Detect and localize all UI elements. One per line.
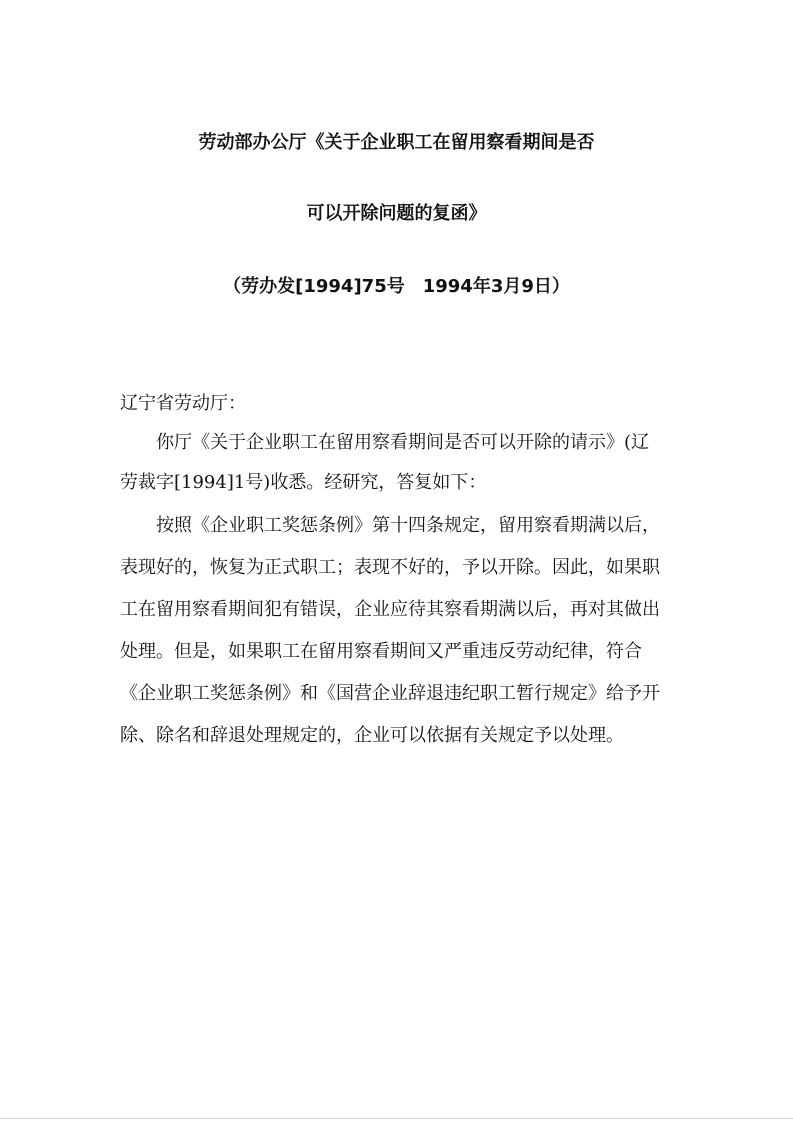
paragraph-line: 按照《企业职工奖惩条例》第十四条规定，留用察看期满以后， <box>120 515 660 536</box>
paragraph-line: 《企业职工奖惩条例》和《国营企业辞退违纪职工暂行规定》给予开 <box>120 683 660 704</box>
paragraph-line: 劳裁字[1994]1号)收悉。经研究，答复如下： <box>120 472 487 493</box>
title-line-2: 可以开除问题的复函》 <box>306 203 487 224</box>
document-number-date: （劳办发[1994]75号 1994年3月9日） <box>223 276 570 297</box>
title-line-1: 劳动部办公厅《关于企业职工在留用察看期间是否 <box>198 132 595 153</box>
page-bottom-divider <box>0 1118 793 1119</box>
paragraph-line: 处理。但是，如果职工在留用察看期间又严重违反劳动纪律，符合 <box>120 641 642 662</box>
paragraph-line: 工在留用察看期间犯有错误，企业应待其察看期满以后，再对其做出 <box>120 599 660 620</box>
paragraph-line: 表现好的，恢复为正式职工；表现不好的，予以开除。因此，如果职 <box>120 557 660 578</box>
paragraph-line: 除、除名和辞退处理规定的，企业可以依据有关规定予以处理。 <box>120 725 624 746</box>
addressee: 辽宁省劳动厅： <box>120 393 246 414</box>
paragraph-line: 你厅《关于企业职工在留用察看期间是否可以开除的请示》(辽 <box>120 432 650 453</box>
